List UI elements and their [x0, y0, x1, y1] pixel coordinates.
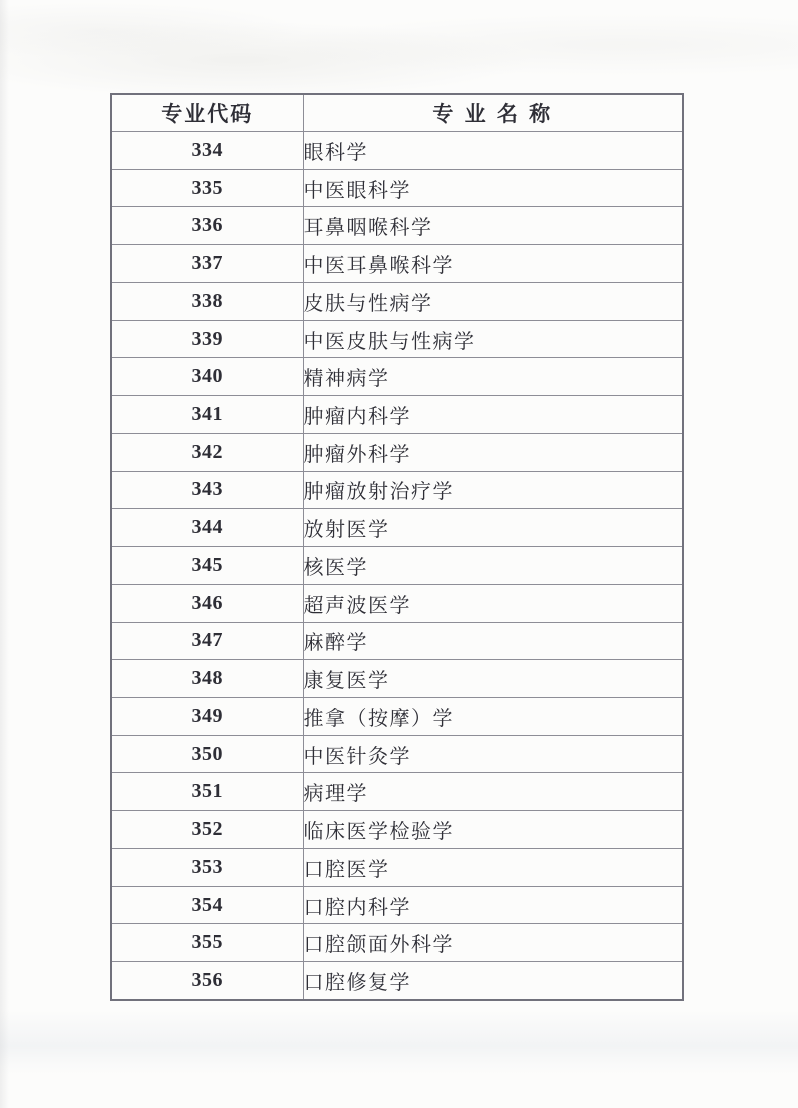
table-row — [111, 245, 683, 283]
column-header-code: 专业代码 — [111, 94, 303, 132]
specialty-name-cell: 病理学 — [303, 773, 683, 811]
table-row — [111, 735, 683, 773]
table-row — [111, 169, 683, 207]
specialty-name-cell: 中医耳鼻喉科学 — [303, 245, 683, 283]
table-row — [111, 132, 683, 170]
specialty-name-cell: 口腔颌面外科学 — [303, 924, 683, 962]
specialty-name-cell: 康复医学 — [303, 660, 683, 698]
specialty-code-cell: 353 — [111, 848, 303, 886]
specialty-code-cell: 348 — [111, 660, 303, 698]
specialty-name-cell: 眼科学 — [303, 132, 683, 170]
table-row — [111, 509, 683, 547]
specialty-name-cell: 中医皮肤与性病学 — [303, 320, 683, 358]
table-row — [111, 358, 683, 396]
specialty-name-cell: 推拿（按摩）学 — [303, 698, 683, 736]
table-row — [111, 848, 683, 886]
specialty-name-cell: 口腔内科学 — [303, 886, 683, 924]
table-row — [111, 660, 683, 698]
specialty-name-cell: 临床医学检验学 — [303, 811, 683, 849]
table-row — [111, 886, 683, 924]
specialty-code-cell: 343 — [111, 471, 303, 509]
specialty-code-cell: 336 — [111, 207, 303, 245]
specialty-name-cell: 肿瘤外科学 — [303, 433, 683, 471]
table-row — [111, 396, 683, 434]
specialty-code-cell: 347 — [111, 622, 303, 660]
table-row — [111, 547, 683, 585]
specialty-name-cell: 麻醉学 — [303, 622, 683, 660]
specialty-name-cell: 口腔医学 — [303, 848, 683, 886]
specialty-code-cell: 345 — [111, 547, 303, 585]
specialty-name-cell: 中医针灸学 — [303, 735, 683, 773]
specialty-name-cell: 精神病学 — [303, 358, 683, 396]
specialty-code-cell: 354 — [111, 886, 303, 924]
specialty-name-cell: 中医眼科学 — [303, 169, 683, 207]
specialty-code-cell: 342 — [111, 433, 303, 471]
specialty-code-cell: 341 — [111, 396, 303, 434]
specialty-code-cell: 349 — [111, 698, 303, 736]
specialty-name-cell: 肿瘤放射治疗学 — [303, 471, 683, 509]
specialty-code-cell: 351 — [111, 773, 303, 811]
specialty-code-cell: 338 — [111, 282, 303, 320]
table-row — [111, 320, 683, 358]
table-row — [111, 698, 683, 736]
specialty-code-cell: 337 — [111, 245, 303, 283]
specialty-name-cell: 耳鼻咽喉科学 — [303, 207, 683, 245]
specialty-code-cell: 340 — [111, 358, 303, 396]
specialty-name-cell: 皮肤与性病学 — [303, 282, 683, 320]
specialty-code-cell: 355 — [111, 924, 303, 962]
specialty-name-cell: 放射医学 — [303, 509, 683, 547]
specialty-code-cell: 356 — [111, 962, 303, 1000]
specialty-code-table — [110, 93, 684, 1001]
column-header-name: 专 业 名 称 — [303, 94, 683, 132]
table-row — [111, 773, 683, 811]
scan-artifact-band — [0, 1010, 798, 1076]
specialty-code-cell: 335 — [111, 169, 303, 207]
specialty-name-cell: 核医学 — [303, 547, 683, 585]
specialty-code-cell: 344 — [111, 509, 303, 547]
table-row — [111, 207, 683, 245]
table-row — [111, 924, 683, 962]
table-row — [111, 622, 683, 660]
table-row — [111, 584, 683, 622]
specialty-name-cell: 超声波医学 — [303, 584, 683, 622]
table-row — [111, 962, 683, 1000]
table-row — [111, 471, 683, 509]
specialty-code-cell: 346 — [111, 584, 303, 622]
specialty-name-cell: 口腔修复学 — [303, 962, 683, 1000]
table-row — [111, 433, 683, 471]
table-row — [111, 282, 683, 320]
specialty-code-cell: 334 — [111, 132, 303, 170]
specialty-code-cell: 352 — [111, 811, 303, 849]
table-body — [111, 132, 683, 1001]
specialty-name-cell: 肿瘤内科学 — [303, 396, 683, 434]
table-row — [111, 811, 683, 849]
header-row — [111, 94, 683, 132]
specialty-code-cell: 350 — [111, 735, 303, 773]
specialty-code-cell: 339 — [111, 320, 303, 358]
